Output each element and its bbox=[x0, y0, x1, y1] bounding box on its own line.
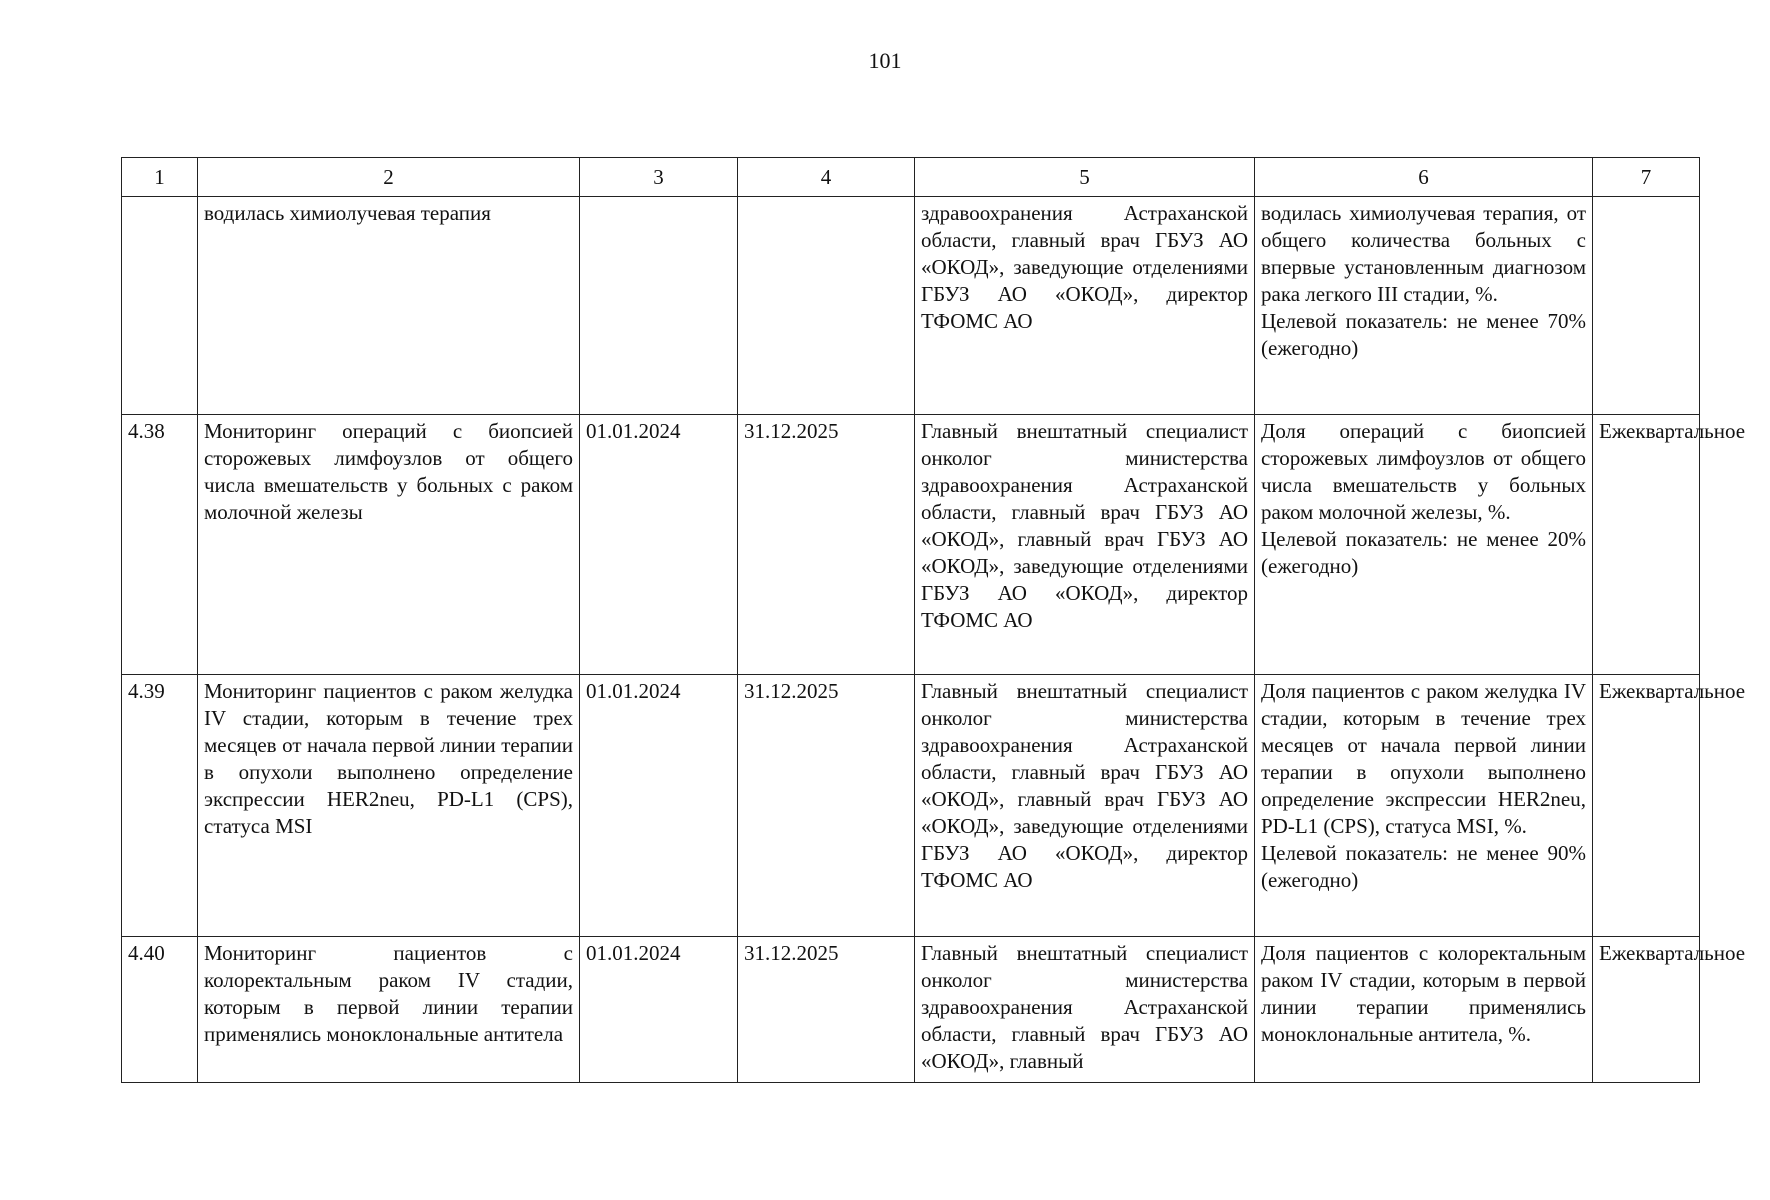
frequency-cell: Ежеквартальное bbox=[1593, 937, 1700, 1083]
start-date-cell: 01.01.2024 bbox=[580, 937, 738, 1083]
plan-table bbox=[121, 157, 1746, 1083]
column-header-7: 7 bbox=[1593, 158, 1700, 197]
event-cell: Мониторинг пациентов с раком желудка IV стадии, которым в течение трех месяцев от начала первой линии терапии в опухоли выполнено определение экспрессии HER2neu, PD-L1 (CPS), статуса MSI bbox=[198, 675, 580, 937]
indicator-cell bbox=[1255, 937, 1593, 1083]
table-row bbox=[122, 197, 1700, 415]
event-cell: Мониторинг операций с биопсией сторожевых лимфоузлов от общего числа вмешательств у больных с раком молочной железы bbox=[198, 415, 580, 675]
indicator-text: Доля операций с биопсией сторожевых лимфоузлов от общего числа вмешательств у больных раком молочной железы, %. bbox=[1261, 419, 1586, 524]
row-number: 4.39 bbox=[122, 675, 198, 937]
start-date-cell: 01.01.2024 bbox=[580, 675, 738, 937]
target-text: Целевой показатель: не менее 90% (ежегодно) bbox=[1261, 841, 1586, 892]
indicator-cell bbox=[1255, 415, 1593, 675]
row-number: 4.38 bbox=[122, 415, 198, 675]
start-date-cell bbox=[580, 197, 738, 415]
indicator-text: водилась химиолучевая терапия, от общего количества больных с впервые установленным диагнозом рака легкого III стадии, %. bbox=[1261, 201, 1586, 306]
row-number: 4.40 bbox=[122, 937, 198, 1083]
page-number: 101 bbox=[868, 48, 902, 73]
table-row bbox=[122, 937, 1700, 1083]
frequency-cell bbox=[1593, 197, 1700, 415]
responsible-cell: здравоохранения Астраханской области, главный врач ГБУЗ АО «ОКОД», заведующие отделениями ГБУЗ АО «ОКОД», директор ТФОМС АО bbox=[915, 197, 1255, 415]
frequency-cell: Ежеквартальное bbox=[1593, 415, 1700, 675]
end-date-cell: 31.12.2025 bbox=[738, 415, 915, 675]
frequency-cell: Ежеквартальное bbox=[1593, 675, 1700, 937]
responsible-cell: Главный внештатный специалист онколог министерства здравоохранения Астраханской области, главный врач ГБУЗ АО «ОКОД», главный врач ГБУЗ АО «ОКОД», заведующие отделениями ГБУЗ АО «ОКОД», директор ТФОМС АО bbox=[915, 675, 1255, 937]
event-cell: Мониторинг пациентов с колоректальным раком IV стадии, которым в первой линии терапии применялись моноклональные антитела bbox=[198, 937, 580, 1083]
responsible-cell: Главный внештатный специалист онколог министерства здравоохранения Астраханской области, главный врач ГБУЗ АО «ОКОД», главный bbox=[915, 937, 1255, 1083]
indicator-text: Доля пациентов с раком желудка IV стадии, которым в течение трех месяцев от начала первой линии терапии в опухоли выполнено определение экспрессии HER2neu, PD-L1 (CPS), статуса MSI, %. bbox=[1261, 679, 1586, 838]
start-date-cell: 01.01.2024 bbox=[580, 415, 738, 675]
event-cell: водилась химиолучевая терапия bbox=[198, 197, 580, 415]
target-text: Целевой показатель: не менее 20% (ежегодно) bbox=[1261, 527, 1586, 578]
end-date-cell: 31.12.2025 bbox=[738, 937, 915, 1083]
end-date-cell bbox=[738, 197, 915, 415]
column-header-5: 5 bbox=[915, 158, 1255, 197]
target-text: Целевой показатель: не менее 70% (ежегодно) bbox=[1261, 309, 1586, 360]
table-row bbox=[122, 675, 1700, 937]
column-header-4: 4 bbox=[738, 158, 915, 197]
indicator-cell bbox=[1255, 675, 1593, 937]
indicator-cell bbox=[1255, 197, 1593, 415]
row-number bbox=[122, 197, 198, 415]
column-header-3: 3 bbox=[580, 158, 738, 197]
responsible-cell: Главный внештатный специалист онколог министерства здравоохранения Астраханской области, главный врач ГБУЗ АО «ОКОД», главный врач ГБУЗ АО «ОКОД», заведующие отделениями ГБУЗ АО «ОКОД», директор ТФОМС АО bbox=[915, 415, 1255, 675]
column-header-2: 2 bbox=[198, 158, 580, 197]
column-header-1: 1 bbox=[122, 158, 198, 197]
end-date-cell: 31.12.2025 bbox=[738, 675, 915, 937]
header-row bbox=[122, 158, 1700, 197]
column-header-6: 6 bbox=[1255, 158, 1593, 197]
indicator-text: Доля пациентов с колоректальным раком IV стадии, которым в первой линии терапии применялись моноклональные антитела, %. bbox=[1261, 941, 1586, 1046]
table-row bbox=[122, 415, 1700, 675]
